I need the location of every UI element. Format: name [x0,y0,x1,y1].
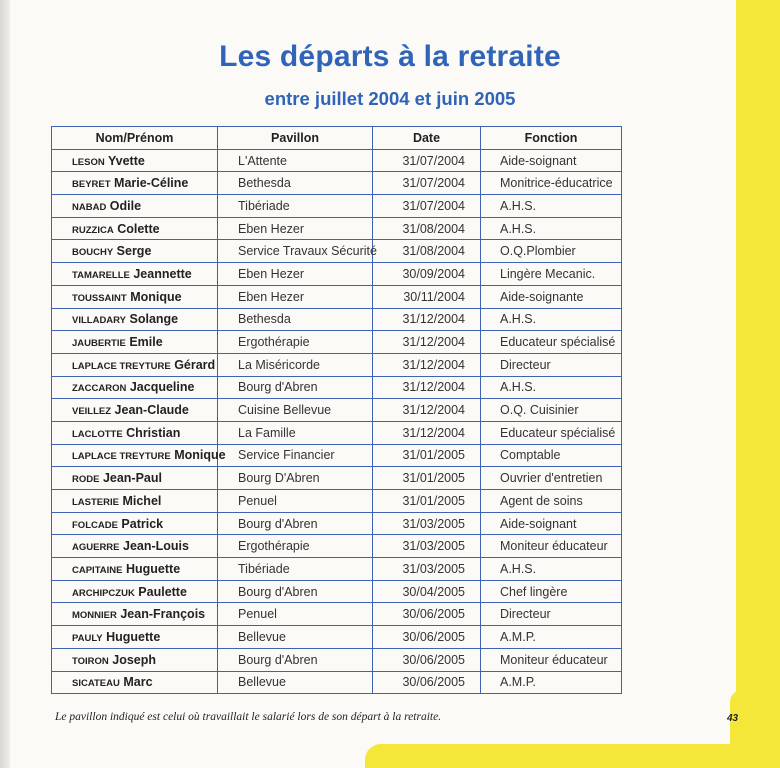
first-name: Huguette [125,561,181,576]
date-cell: 30/11/2004 [373,285,481,308]
pavillon-cell: Tibériade [218,195,373,218]
pavillon-cell: Bourg d'Abren [218,580,373,603]
first-name: Christian [126,425,181,440]
table-header-row [52,127,622,150]
first-name: Solange [129,312,179,327]
first-name: Jean-Louis [123,539,189,554]
first-name: Patrick [121,516,164,531]
pavillon-cell: Service Travaux Sécurité [218,240,373,263]
date-cell: 31/12/2004 [373,376,481,399]
fonction-cell: Moniteur éducateur [481,648,622,671]
page-number: 43 [727,713,739,724]
first-name: Gérard [174,357,216,372]
date-cell: 31/07/2004 [373,149,481,172]
table-row [52,195,622,218]
name-cell [52,217,218,240]
name-cell [52,353,218,376]
date-cell: 30/06/2005 [373,626,481,649]
first-name: Serge [116,244,152,259]
last-name: TOUSSAINT [72,292,127,304]
name-cell [52,195,218,218]
date-cell: 31/03/2005 [373,558,481,581]
fonction-cell: A.H.S. [481,558,622,581]
table-row [52,353,622,376]
date-cell: 30/06/2005 [373,603,481,626]
first-name: Huguette [106,629,161,644]
name-cell [52,558,218,581]
fonction-cell: A.H.S. [481,217,622,240]
date-cell: 31/12/2004 [373,308,481,331]
fonction-cell: A.H.S. [481,376,622,399]
pavillon-cell: Tibériade [218,558,373,581]
fonction-cell: Monitrice-éducatrice [481,172,622,195]
pavillon-cell: Penuel [218,603,373,626]
name-cell [52,467,218,490]
fonction-cell: A.H.S. [481,195,622,218]
table-row [52,263,622,286]
name-cell [52,421,218,444]
fonction-cell: Chef lingère [481,580,622,603]
first-name: Jacqueline [129,380,195,395]
first-name: Joseph [112,652,157,667]
last-name: ZACCARON [72,383,127,395]
date-cell: 30/04/2005 [373,580,481,603]
name-cell [52,580,218,603]
date-cell: 31/01/2005 [373,490,481,513]
table-row [52,285,622,308]
pavillon-cell: Bellevue [218,626,373,649]
last-name: SICATEAU [72,678,120,690]
name-cell [52,490,218,513]
first-name: Marie-Céline [114,176,189,191]
date-cell: 31/08/2004 [373,240,481,263]
first-name: Jeannette [133,266,192,281]
fonction-cell: Directeur [481,603,622,626]
table-row [52,376,622,399]
first-name: Marc [123,675,153,690]
fonction-cell: O.Q. Cuisinier [481,399,622,422]
last-name: LAPLACE TREYTURE [72,451,171,463]
table-row [52,535,622,558]
first-name: Michel [122,493,162,508]
first-name: Emile [129,335,163,350]
table-row [52,240,622,263]
footnote: Le pavillon indiqué est celui où travaillait le salarié lors de son départ à la retraite. [55,711,442,723]
table-row [52,172,622,195]
last-name: NABAD [72,201,107,213]
retirements-table [51,126,622,694]
name-cell [52,172,218,195]
pavillon-cell: Ergothérapie [218,331,373,354]
last-name: RODE [72,474,100,486]
table-row [52,512,622,535]
pavillon-cell: La Famille [218,421,373,444]
date-cell: 31/12/2004 [373,399,481,422]
pavillon-cell: Service Financier [218,444,373,467]
last-name: ARCHIPCZUK [72,587,135,599]
last-name: PAULY [72,632,103,644]
pavillon-cell: Bourg D'Abren [218,467,373,490]
table-row [52,671,622,694]
last-name: FOLCADE [72,519,118,531]
date-cell: 31/07/2004 [373,195,481,218]
pavillon-cell: Cuisine Bellevue [218,399,373,422]
pavillon-cell: L'Attente [218,149,373,172]
last-name: LACLOTTE [72,428,123,440]
table-row [52,421,622,444]
fonction-cell: O.Q.Plombier [481,240,622,263]
pavillon-cell: Bellevue [218,671,373,694]
table-row [52,217,622,240]
last-name: JAUBERTIE [72,338,126,350]
table-row [52,490,622,513]
pavillon-cell: Eben Hezer [218,285,373,308]
last-name: TOIRON [72,655,109,667]
page-subtitle: entre juillet 2004 et juin 2005 [264,88,516,109]
first-name: Jean-Paul [102,471,162,486]
name-cell [52,399,218,422]
date-cell: 30/06/2005 [373,671,481,694]
last-name: MONNIER [72,610,117,622]
fonction-cell: Agent de soins [481,490,622,513]
header-fonction: Fonction [481,127,622,150]
last-name: BOUCHY [72,247,114,259]
first-name: Paulette [138,584,187,599]
name-cell [52,444,226,467]
fonction-cell: Aide-soignant [481,512,622,535]
fonction-cell: Aide-soignante [481,285,622,308]
table-row [52,467,622,490]
name-cell [52,603,218,626]
name-cell [52,626,218,649]
date-cell: 30/06/2005 [373,648,481,671]
last-name: RUZZICA [72,224,114,236]
name-cell [52,648,218,671]
last-name: AGUERRE [72,542,120,554]
fonction-cell: Lingère Mecanic. [481,263,622,286]
pavillon-cell: Bourg d'Abren [218,648,373,671]
last-name: BEYRET [72,179,111,191]
header-name: Nom/Prénom [52,127,218,150]
date-cell: 31/01/2005 [373,467,481,490]
table-row [52,308,622,331]
name-cell [52,512,218,535]
first-name: Jean-Claude [114,403,189,418]
page-title: Les départs à la retraite [219,40,561,73]
binding-spine [0,0,10,768]
fonction-cell: Educateur spécialisé [481,421,622,444]
date-cell: 31/12/2004 [373,421,481,444]
name-cell [52,671,218,694]
last-name: LESON [72,156,105,168]
pavillon-cell: Eben Hezer [218,217,373,240]
fonction-cell: A.M.P. [481,626,622,649]
name-cell [52,376,218,399]
name-cell [52,263,218,286]
table-row [52,444,622,467]
first-name: Colette [117,221,160,236]
table-row [52,580,622,603]
table-row [52,648,622,671]
date-cell: 31/08/2004 [373,217,481,240]
name-cell [52,308,218,331]
fonction-cell: Ouvrier d'entretien [481,467,622,490]
last-name: VEILLEZ [72,406,112,418]
table-row [52,603,622,626]
header-date: Date [373,127,481,150]
fonction-cell: Comptable [481,444,622,467]
table-row [52,331,622,354]
table-row [52,558,622,581]
date-cell: 31/12/2004 [373,331,481,354]
first-name: Monique [174,448,226,463]
yellow-side-band [736,0,780,768]
date-cell: 31/12/2004 [373,353,481,376]
pavillon-cell: La Miséricorde [218,353,373,376]
name-cell [52,240,218,263]
pavillon-cell: Bethesda [218,172,373,195]
name-cell [52,331,218,354]
first-name: Yvette [107,153,145,168]
pavillon-cell: Eben Hezer [218,263,373,286]
last-name: CAPITAINE [72,564,123,576]
date-cell: 31/01/2005 [373,444,481,467]
table-row [52,149,622,172]
first-name: Odile [109,198,142,213]
name-cell [52,149,218,172]
last-name: TAMARELLE [72,269,130,281]
last-name: LAPLACE TREYTURE [72,360,171,372]
header-pavillon: Pavillon [218,127,373,150]
date-cell: 31/07/2004 [373,172,481,195]
table-row [52,626,622,649]
pavillon-cell: Bourg d'Abren [218,512,373,535]
date-cell: 31/03/2005 [373,535,481,558]
last-name: VILLADARY [72,315,127,327]
fonction-cell: Aide-soignant [481,149,622,172]
fonction-cell: Educateur spécialisé [481,331,622,354]
pavillon-cell: Bethesda [218,308,373,331]
yellow-bottom-band [365,744,745,768]
fonction-cell: Moniteur éducateur [481,535,622,558]
fonction-cell: A.M.P. [481,671,622,694]
name-cell [52,535,218,558]
pavillon-cell: Ergothérapie [218,535,373,558]
name-cell [52,285,218,308]
date-cell: 30/09/2004 [373,263,481,286]
pavillon-cell: Bourg d'Abren [218,376,373,399]
first-name: Jean-François [120,607,206,622]
pavillon-cell: Penuel [218,490,373,513]
date-cell: 31/03/2005 [373,512,481,535]
fonction-cell: A.H.S. [481,308,622,331]
last-name: LASTERIE [72,496,119,508]
fonction-cell: Directeur [481,353,622,376]
table-row [52,399,622,422]
first-name: Monique [130,289,182,304]
